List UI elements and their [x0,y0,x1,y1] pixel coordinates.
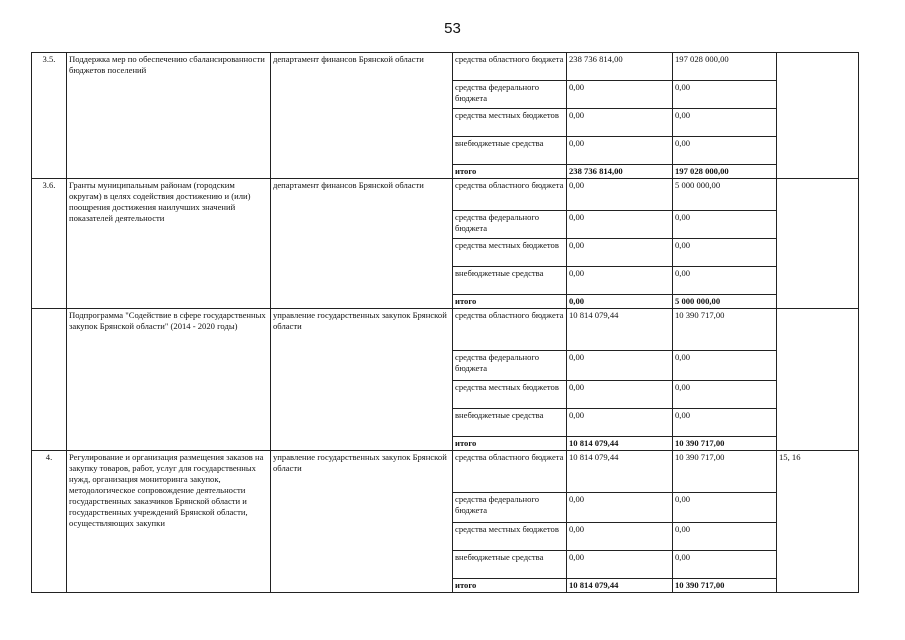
indicator-ref: 15, 16 [777,451,859,593]
amount-col2: 0,00 [673,211,777,239]
amount-col1: 0,00 [567,351,673,381]
amount-col2: 0,00 [673,493,777,523]
funding-source: средства местных бюджетов [453,109,567,137]
funding-source: средства областного бюджета [453,451,567,493]
indicator-ref [777,53,859,179]
funding-source: средства федерального бюджета [453,81,567,109]
funding-source: внебюджетные средства [453,409,567,437]
amount-col1: 0,00 [567,295,673,309]
table-row [32,53,859,81]
amount-col2: 0,00 [673,109,777,137]
amount-col1: 10 814 079,44 [567,309,673,351]
amount-col1: 238 736 814,00 [567,165,673,179]
amount-col1: 10 814 079,44 [567,579,673,593]
amount-col2: 0,00 [673,239,777,267]
funding-source: внебюджетные средства [453,267,567,295]
amount-col2: 0,00 [673,551,777,579]
indicator-ref [777,309,859,451]
activity-name: Поддержка мер по обеспечению сбалансированности бюджетов поселений [67,53,271,179]
amount-col2: 197 028 000,00 [673,53,777,81]
funding-source: средства областного бюджета [453,309,567,351]
amount-col2: 0,00 [673,381,777,409]
funding-source: средства местных бюджетов [453,381,567,409]
item-number: 4. [32,451,67,593]
activity-name: Подпрограмма "Содействие в сфере государственных закупок Брянской области" (2014 - 2020 годы) [67,309,271,451]
total-label: итого [453,165,567,179]
executor: управление государственных закупок Брянской области [271,451,453,593]
amount-col1: 0,00 [567,523,673,551]
amount-col2: 5 000 000,00 [673,295,777,309]
amount-col2: 10 390 717,00 [673,579,777,593]
executor: департамент финансов Брянской области [271,179,453,309]
amount-col1: 0,00 [567,493,673,523]
activity-name: Гранты муниципальным районам (городским округам) в целях содействия достижению и (или) поощрения достижения наилучших значений показателей деятельности [67,179,271,309]
amount-col2: 5 000 000,00 [673,179,777,211]
amount-col2: 10 390 717,00 [673,451,777,493]
funding-source: средства федерального бюджета [453,351,567,381]
activity-name: Регулирование и организация размещения заказов на закупку товаров, работ, услуг для государственных нужд, организация мониторинга закупок, методологическое сопровождение деятельности государственных заказчиков Брянской области и государственных учреждений Брянской области, осуществляющих закупки [67,451,271,593]
item-number: 3.5. [32,53,67,179]
item-number [32,309,67,451]
funding-source: средства областного бюджета [453,53,567,81]
amount-col1: 0,00 [567,109,673,137]
funding-source: средства местных бюджетов [453,523,567,551]
budget-table [31,52,859,593]
amount-col2: 0,00 [673,409,777,437]
amount-col2: 0,00 [673,351,777,381]
total-label: итого [453,579,567,593]
amount-col2: 197 028 000,00 [673,165,777,179]
indicator-ref [777,179,859,309]
funding-source: средства местных бюджетов [453,239,567,267]
amount-col1: 0,00 [567,179,673,211]
item-number: 3.6. [32,179,67,309]
amount-col1: 0,00 [567,409,673,437]
amount-col2: 10 390 717,00 [673,309,777,351]
amount-col1: 0,00 [567,267,673,295]
amount-col1: 0,00 [567,211,673,239]
funding-source: внебюджетные средства [453,551,567,579]
funding-source: внебюджетные средства [453,137,567,165]
table-row [32,309,859,351]
amount-col2: 0,00 [673,137,777,165]
amount-col2: 0,00 [673,267,777,295]
funding-source: средства федерального бюджета [453,493,567,523]
amount-col1: 10 814 079,44 [567,451,673,493]
amount-col1: 0,00 [567,137,673,165]
amount-col1: 10 814 079,44 [567,437,673,451]
total-label: итого [453,437,567,451]
amount-col1: 0,00 [567,381,673,409]
funding-source: средства федерального бюджета [453,211,567,239]
amount-col1: 238 736 814,00 [567,53,673,81]
amount-col1: 0,00 [567,551,673,579]
amount-col2: 0,00 [673,523,777,551]
amount-col2: 0,00 [673,81,777,109]
amount-col2: 10 390 717,00 [673,437,777,451]
amount-col1: 0,00 [567,239,673,267]
total-label: итого [453,295,567,309]
page-number: 53 [444,20,461,37]
table-row [32,451,859,493]
funding-source: средства областного бюджета [453,179,567,211]
executor: департамент финансов Брянской области [271,53,453,179]
executor: управление государственных закупок Брянской области [271,309,453,451]
amount-col1: 0,00 [567,81,673,109]
table-row [32,179,859,211]
